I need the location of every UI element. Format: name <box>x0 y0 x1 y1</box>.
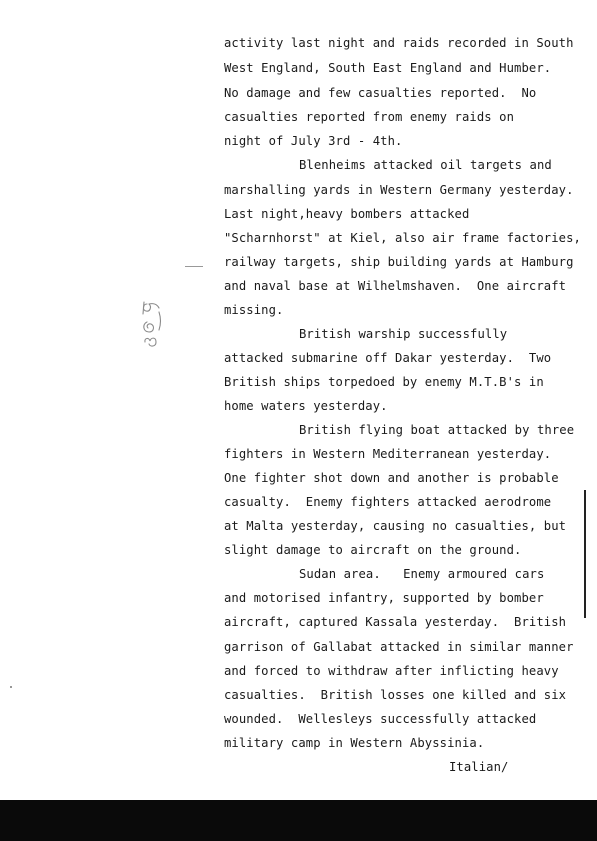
text-line: casualties reported from enemy raids on <box>224 110 515 124</box>
text-line: and naval base at Wilhelmshaven. One aircraft <box>224 279 567 293</box>
text-line: home waters yesterday. <box>224 399 388 413</box>
text-line: military camp in Western Abyssinia. <box>224 736 485 750</box>
text-line: railway targets, ship building yards at Hamburg <box>224 255 574 269</box>
text-line: fighters in Western Mediterranean yesterday. <box>224 447 552 461</box>
text-line: marshalling yards in Western Germany yesterday. <box>224 183 574 197</box>
text-line: slight damage to aircraft on the ground. <box>224 543 522 557</box>
text-line: No damage and few casualties reported. No <box>224 86 537 100</box>
text-line: One fighter shot down and another is probable <box>224 471 559 485</box>
handwritten-folio-mark <box>139 298 169 360</box>
text-line: Last night,heavy bombers attacked <box>224 207 470 221</box>
text-line: at Malta yesterday, causing no casualties, but <box>224 519 567 533</box>
margin-speck <box>10 686 12 688</box>
paragraph-start: British flying boat attacked by three <box>299 423 575 437</box>
scan-border <box>0 800 597 841</box>
page-edge-shadow <box>584 490 586 618</box>
text-line: and motorised infantry, supported by bomber <box>224 591 544 605</box>
text-line: missing. <box>224 303 284 317</box>
text-line: casualty. Enemy fighters attacked aerodrome <box>224 495 552 509</box>
text-line: night of July 3rd - 4th. <box>224 134 403 148</box>
text-line: garrison of Gallabat attacked in similar manner <box>224 640 574 654</box>
text-line: and forced to withdraw after inflicting heavy <box>224 664 559 678</box>
text-line: wounded. Wellesleys successfully attacked <box>224 712 537 726</box>
paragraph-start: Blenheims attacked oil targets and <box>299 158 552 172</box>
text-line: British ships torpedoed by enemy M.T.B's in <box>224 375 544 389</box>
text-line: activity last night and raids recorded in South <box>224 36 574 50</box>
margin-mark <box>185 266 203 267</box>
text-line: casualties. British losses one killed and six <box>224 688 567 702</box>
text-line: aircraft, captured Kassala yesterday. British <box>224 615 567 629</box>
catchword: Italian/ <box>449 760 509 774</box>
text-line: attacked submarine off Dakar yesterday. Two <box>224 351 552 365</box>
paragraph-start: British warship successfully <box>299 327 508 341</box>
text-line: West England, South East England and Humber. <box>224 61 552 75</box>
text-line: "Scharnhorst" at Kiel, also air frame factories, <box>224 231 581 245</box>
paragraph-start: Sudan area. Enemy armoured cars <box>299 567 545 581</box>
